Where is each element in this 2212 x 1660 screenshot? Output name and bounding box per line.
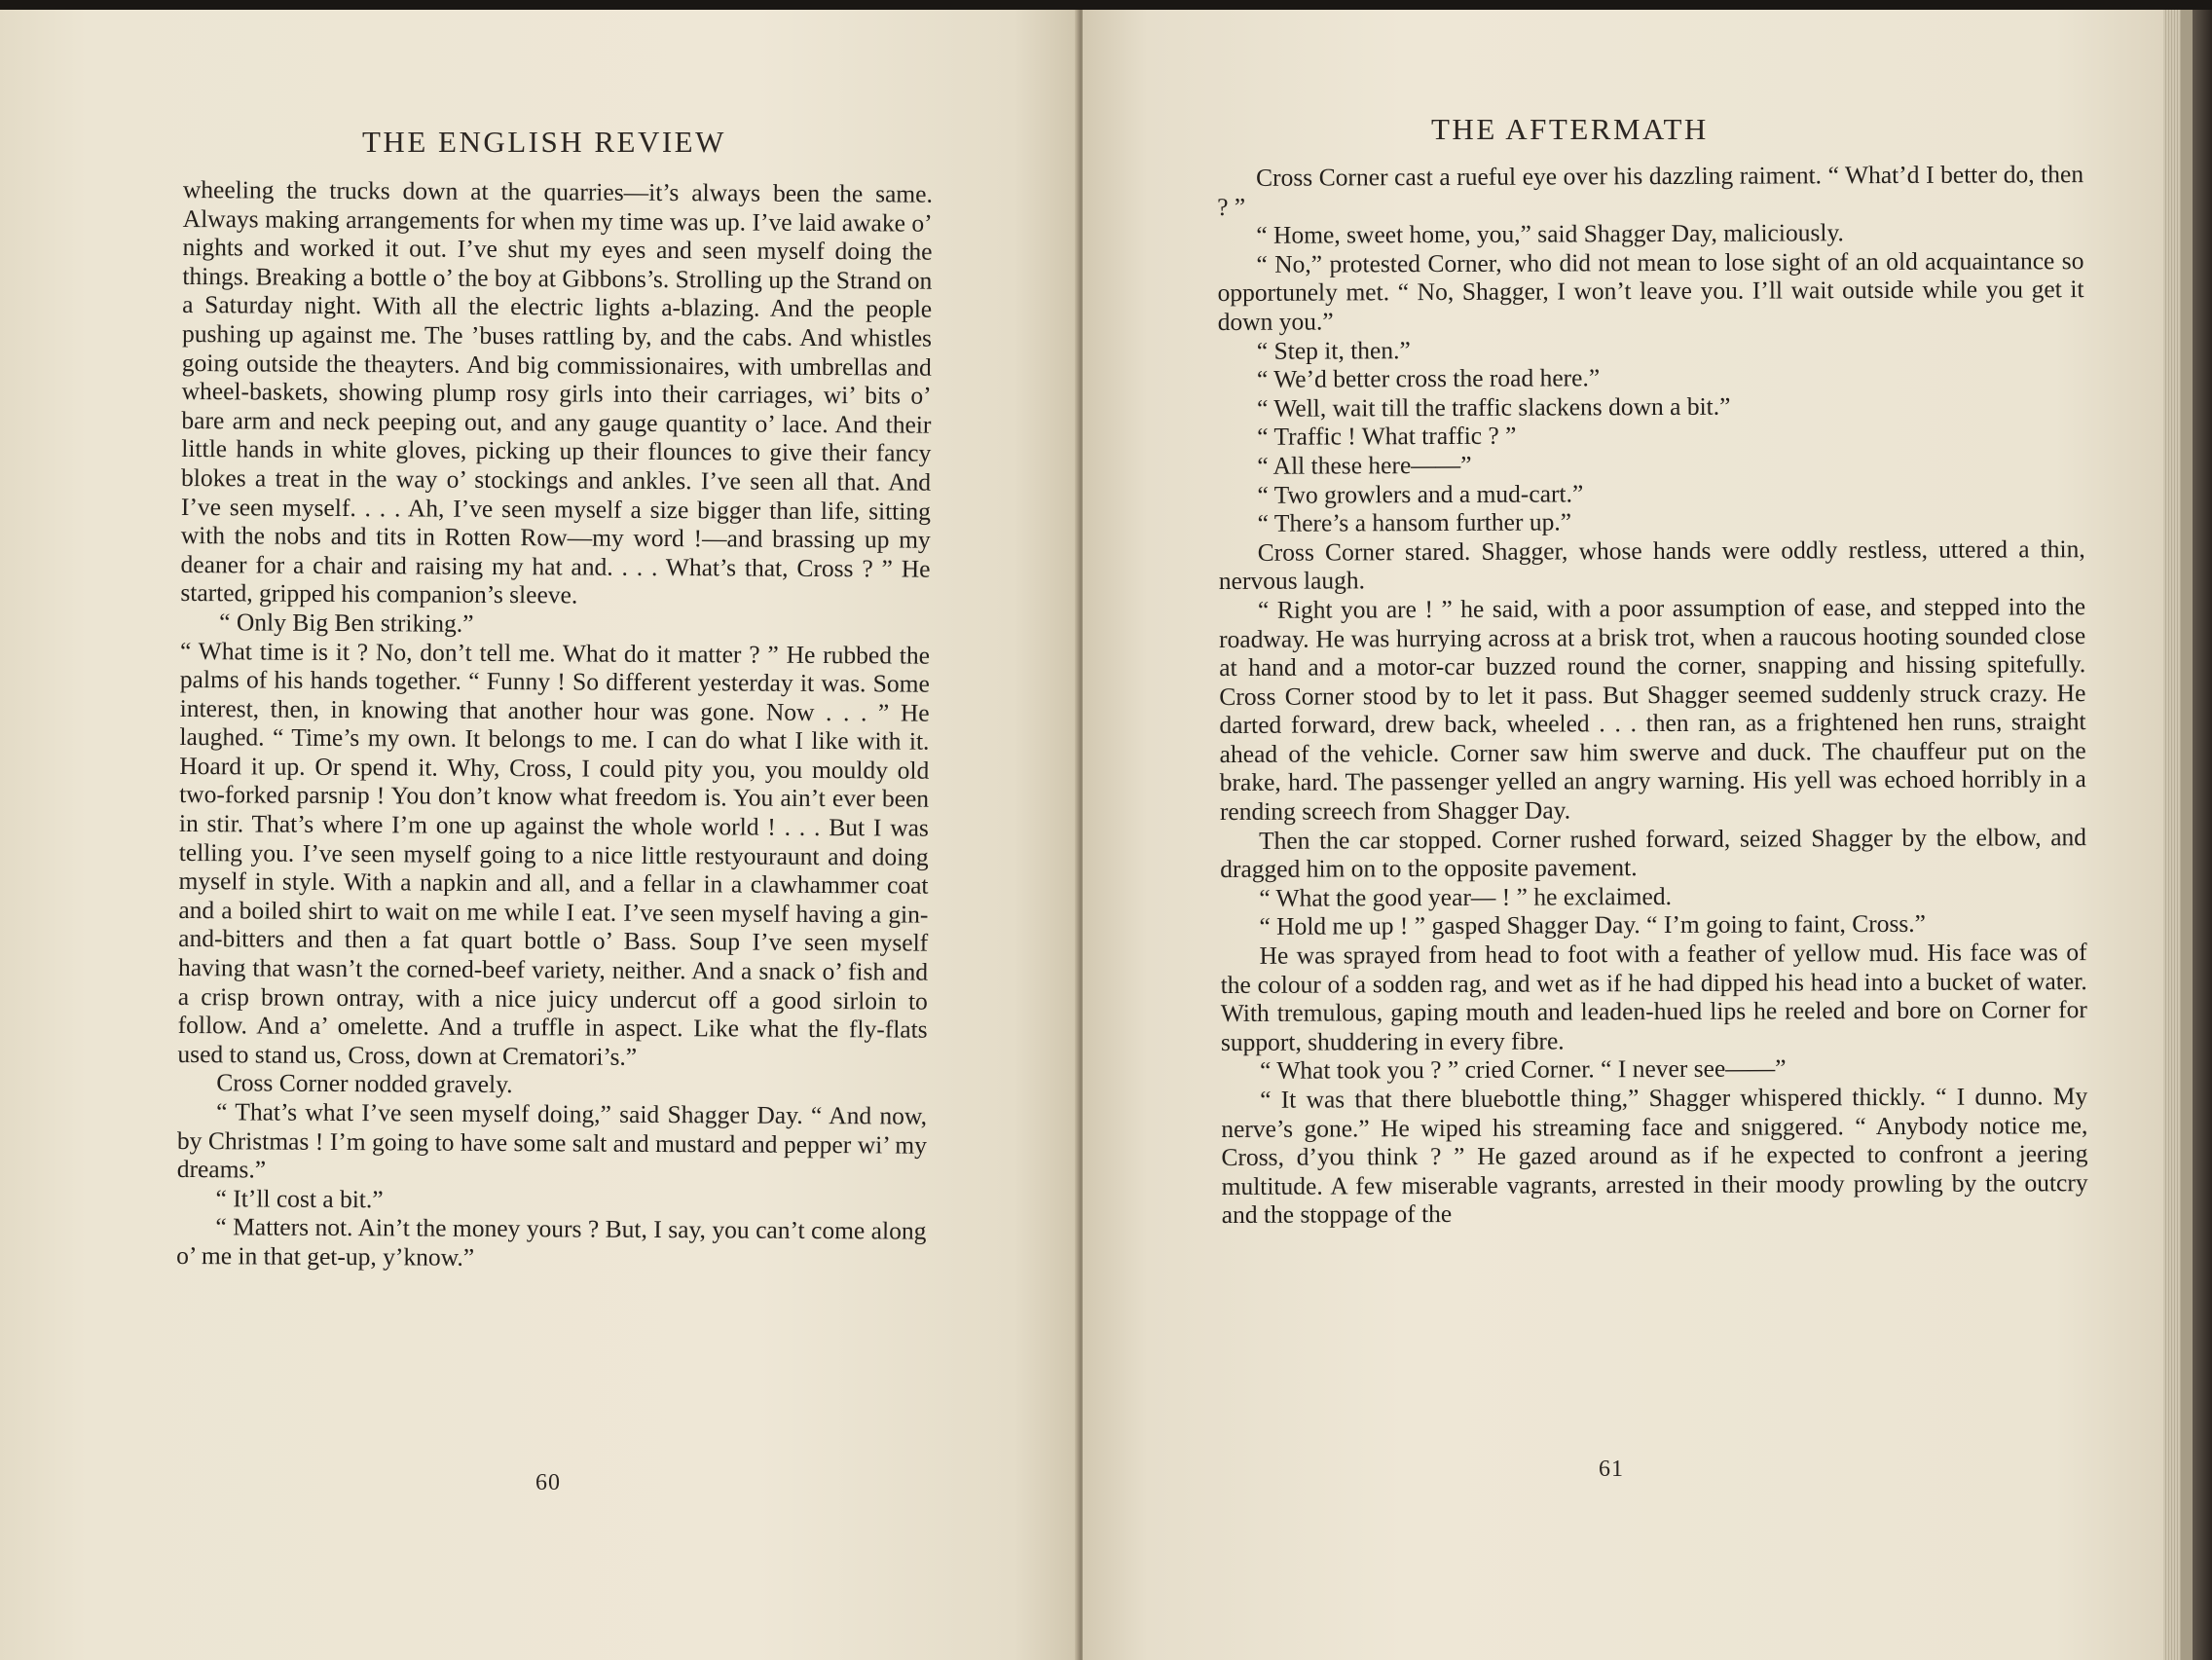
paragraph: “ There’s a hansom further up.” — [1257, 507, 1572, 537]
paragraph: “ It was that there bluebottle thing,” Shagger whispered thickly. “ I dunno. My nerve’s gone.” He wiped his streaming face and sniggered. “ Anybody notice me, Cross, d’you think ? ” He gazed around as if he expected to confront a jeering multitude. A few miserable vagrants, arrested in their moody prowling by the outcry and the stoppage of the — [1221, 1082, 2088, 1230]
running-head-right: THE AFTERMATH — [1431, 112, 1709, 146]
paragraph: “ Only Big Ben striking.” — [219, 608, 474, 638]
paragraph: “ Step it, then.” — [1256, 335, 1411, 365]
paragraph: “ What the good year— ! ” he exclaimed. — [1259, 881, 1672, 912]
left-page — [0, 10, 1079, 1660]
paragraph: “ What took you ? ” cried Corner. “ I never see——” — [1260, 1053, 1787, 1086]
paragraph: “ Two growlers and a mud-cart.” — [1257, 478, 1584, 509]
paragraph: “ Well, wait till the traffic slackens down a bit.” — [1257, 391, 1731, 423]
paragraph: “ What time is it ? No, don’t tell me. What do it matter ? ” He rubbed the palms of his hands together. “ Funny ! So different yesterday it was. Some interest, then, in knowing that another hour was gone. Now . . . ” He laughed. “ Time’s my own. It belongs to me. I can do what I like with it. Hoard it up. Or spend it. Why, Cross, I could pity you, you mouldy old two-forked parsnip ! You don’t know what freedom is. You ain’t ever been in stir. That’s where I’m one up against the whole world ! . . . But I was telling you. I’ve seen myself going to a nice little restyouraunt and doing myself in style. With a napkin and all, and a fellar in a clawhammer coat and a boiled shirt to wait on me while I eat. I’ve seen myself having a gin-and-bitters and then a fat quart bottle o’ Bass. Soup I’ve seen myself having that wasn’t the corned-beef variety, neither. And a snack o’ fish and a crisp brown ontray, with a nice juicy undercut off a good sirloin to follow. And a’ omelette. And a truffle in aspect. Like what the fly-flats used to stand us, Cross, down at Crematori’s.” — [177, 636, 931, 1071]
paragraph: “ We’d better cross the road here.” — [1256, 363, 1601, 393]
running-head-left: THE ENGLISH REVIEW — [362, 125, 726, 159]
paragraph: “ All these here——” — [1257, 450, 1472, 480]
book-cover-edge — [2193, 10, 2212, 1660]
page-number-left: 60 — [535, 1470, 561, 1495]
paragraph: He was sprayed from head to foot with a feather of yellow mud. His face was of the colour of a sodden rag, and wet as if he had dipped his head into a bucket of water. With tremulous, gaping mouth and leaden-hued lips he reeled and bore on Corner for support, shuddering in every fibre. — [1220, 938, 2087, 1056]
paragraph: Cross Corner stared. Shagger, whose hands were oddly restless, uttered a thin, nervous laugh. — [1218, 534, 2085, 596]
paragraph: “ It’ll cost a bit.” — [215, 1184, 384, 1214]
paragraph: “ Home, sweet home, you,” said Shagger Day, maliciously. — [1256, 218, 1844, 250]
paragraph: Cross Corner cast a rueful eye over his dazzling raiment. “ What’d I better do, then ? ” — [1217, 160, 2084, 221]
paragraph: “ Matters not. Ain’t the money yours ? But, I say, you can’t come along o’ me in that get-up, y’know.” — [176, 1212, 927, 1272]
paragraph: “ That’s what I’ve seen myself doing,” said Shagger Day. “ And now, by Christmas ! I’m going to have some salt and mustard and pepper wi’ my dreams.” — [176, 1097, 928, 1184]
paragraph: wheeling the trucks down at the quarries—it’s always been the same. Always making arrangements for when my time was up. I’ve laid awake o’ nights and worked it out. I’ve shut my eyes and seen myself doing the things. Breaking a bottle o’ the boy at Gibbons’s. Strolling up the Strand on a Saturday night. With all the electric lights a-blazing. And the people pushing up against me. The ’buses rattling by, and the cabs. And whistles going outside the theayters. And big commissionaires, with umbrellas and wheel-baskets, showing plump rosy girls into their carriages, wi’ bits o’ bare arm and neck peeping out, and any gauge quantity o’ lace. And their little hands in white gloves, picking up their flounces to give their fancy blokes a treat in the way o’ stockings and ankles. I’ve seen all that. And I’ve seen myself. . . . Ah, I’ve seen myself a size bigger than life, sitting with the nobs and tits in Rotten Row—my word !—and brassing up my deaner for a chair and raising my hat and. . . . What’s that, Cross ? ” He started, gripped his companion’s sleeve. — [180, 175, 933, 609]
paragraph: Then the car stopped. Corner rushed forward, seized Shagger by the elbow, and dragged him on to the opposite pavement. — [1220, 822, 2087, 884]
paragraph: “ Traffic ! What traffic ? ” — [1257, 422, 1517, 452]
right-page-text — [1217, 160, 2088, 1230]
right-page — [1083, 10, 2163, 1660]
paragraph: Cross Corner nodded gravely. — [216, 1068, 513, 1099]
page-edges-shadow — [2181, 10, 2193, 1660]
book-spread — [0, 10, 2212, 1660]
paragraph: “ Hold me up ! ” gasped Shagger Day. “ I’m going to faint, Cross.” — [1259, 909, 1927, 941]
paragraph: “ Right you are ! ” he said, with a poor assumption of ease, and stepped into the roadway. He was hurrying across at a brisk trot, when a raucous hooting sounded close at hand and a motor-car buzzed round the corner, snapping and hissing spitefully. Cross Corner stood by to let it pass. But Shagger seemed suddenly struck crazy. He darted forward, drew back, wheeled . . . then ran, as a frightened hen runs, straight ahead of the vehicle. Corner saw him swerve and duck. The chauffeur put on the brake, hard. The passenger yelled an angry warning. His yell was echoed horribly in a rending screech from Shagger Day. — [1219, 592, 2086, 827]
left-page-text — [176, 175, 933, 1274]
page-number-right: 61 — [1599, 1457, 1624, 1482]
page-edges — [2163, 10, 2181, 1660]
paragraph: “ No,” protested Corner, who did not mean to lose sight of an old acquaintance so opportunely met. “ No, Shagger, I won’t leave you. I’ll wait outside while you get it down you.” — [1217, 245, 2084, 336]
